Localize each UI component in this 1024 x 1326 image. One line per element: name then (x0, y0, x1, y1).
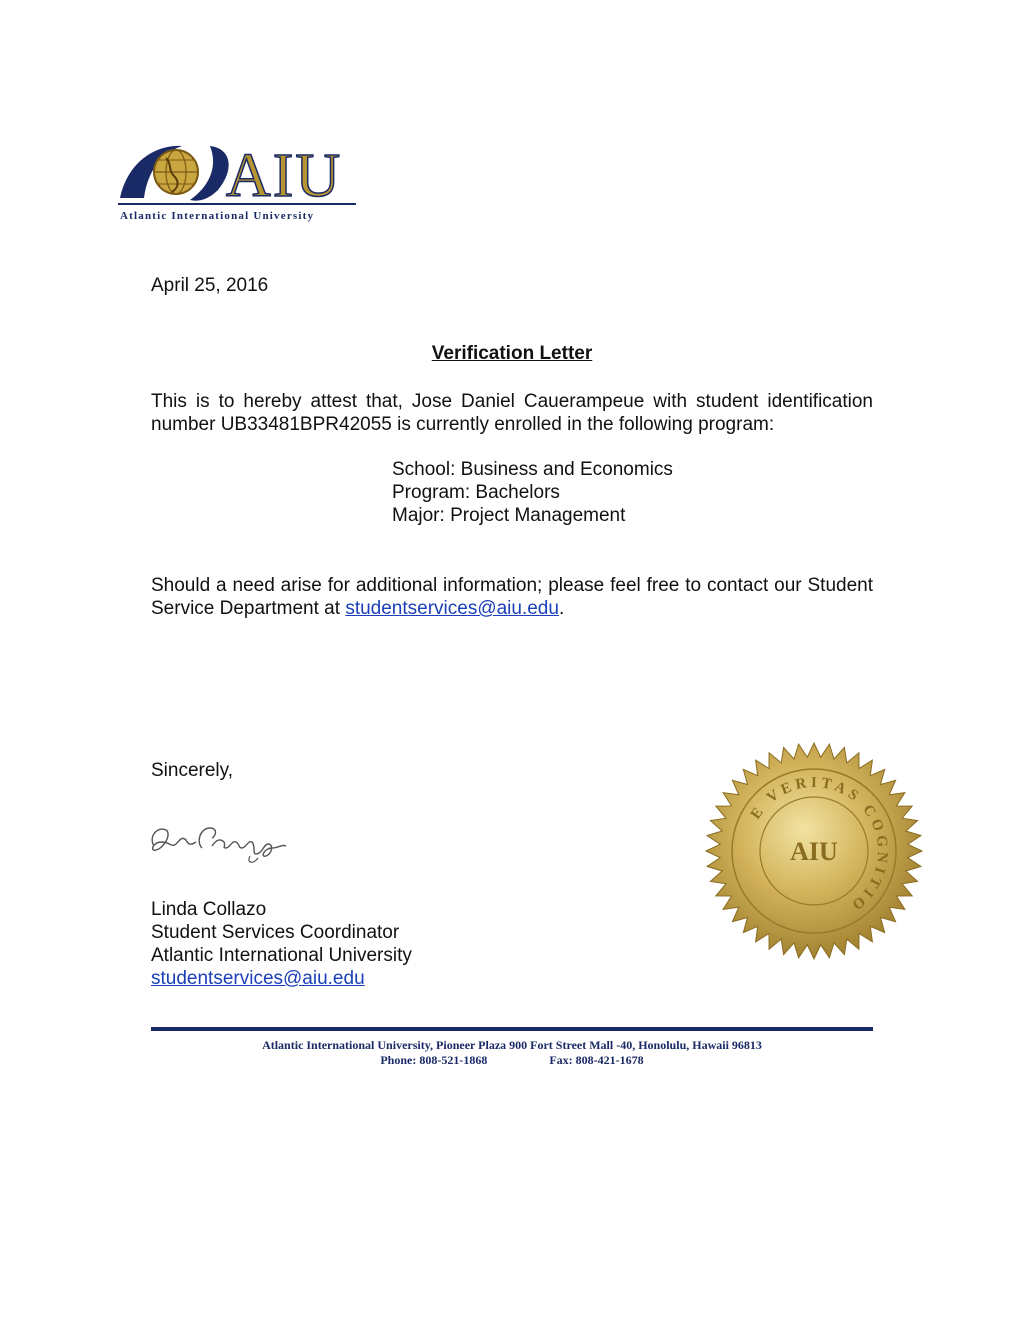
letter-date: April 25, 2016 (151, 275, 269, 296)
footer-divider (151, 1027, 873, 1031)
program-major: Major: Project Management (392, 505, 626, 526)
signer-title: Student Services Coordinator (151, 922, 400, 943)
seal-center-text: AIU (790, 837, 838, 866)
signer-name: Linda Collazo (151, 899, 267, 920)
footer-contact (0, 1053, 1024, 1068)
contact-text: Should a need arise for additional information; please feel free to contact our Student Service Department at (151, 575, 873, 619)
handwritten-signature (146, 818, 292, 864)
program-school: School: Business and Economics (392, 459, 673, 480)
signer-block (151, 898, 412, 990)
signer-organization: Atlantic International University (151, 945, 412, 966)
aiu-logo (118, 138, 358, 222)
seal-ring-text: E VERITAS COGNITIO (747, 774, 891, 915)
letter-title: Verification Letter (431, 343, 593, 364)
signer-email-link[interactable]: studentservices@aiu.edu (151, 968, 365, 989)
footer-phone: Phone: 808-521-1868 (380, 1053, 488, 1067)
contact-paragraph (151, 574, 873, 620)
footer-fax: Fax: 808-421-1678 (549, 1053, 644, 1067)
contact-period: . (558, 598, 565, 619)
closing: Sincerely, (151, 760, 234, 781)
program-level: Program: Bachelors (392, 482, 560, 503)
program-details (392, 458, 673, 527)
attestation-paragraph: This is to hereby attest that, Jose Daniel Cauerampeue with student identification number UB33481BPR42055 is currently enrolled in the following program: (151, 391, 873, 435)
logo-text: AIU (226, 142, 343, 210)
footer-address: Atlantic International University, Pioneer Plaza 900 Fort Street Mall -40, Honolulu, Hawaii 96813 (262, 1038, 762, 1052)
gold-seal (705, 742, 923, 960)
contact-email-link[interactable]: studentservices@aiu.edu (345, 598, 559, 619)
logo-subtitle: Atlantic International University (120, 210, 315, 222)
